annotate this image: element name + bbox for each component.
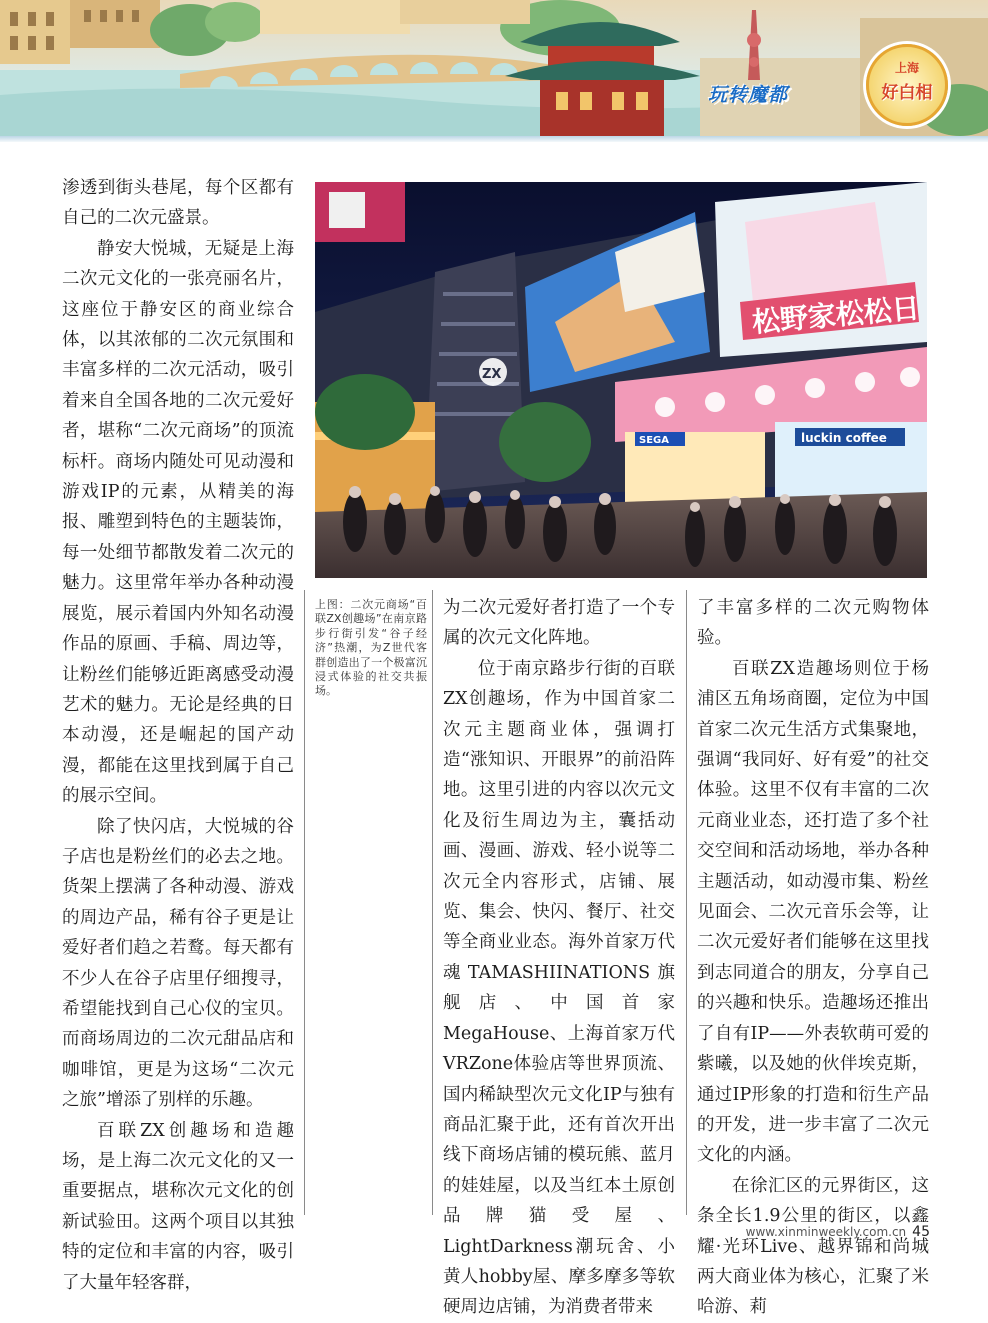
- paragraph-zaoqu: 百联ZX造趣场则位于杨浦区五角场商圈，定位为中国首家二次元生活方式集聚地，强调“我同好、好有爱”的社交体验。这里不仅有丰富的二次元商业业态，还打造了多个社交空间和活动场地，举办各种主题活动，如动漫市集、粉丝见面会、二次元音乐会等，让二次元爱好者们能够在这里找到志同道合的朋友，分享自己的兴趣和快乐。造趣场还推出了自有IP——外表软萌可爱的紫曦，以及她的伙伴埃克斯，通过IP形象的打造和衍生产品的开发，进一步丰富了二次元文化的内涵。: [697, 658, 929, 1166]
- paragraph-continued: 为二次元爱好者打造了一个专属的次元文化阵地。: [443, 598, 675, 649]
- paragraph-continued: 了丰富多样的二次元购物体验。: [697, 598, 929, 649]
- column-logo-text: 玩转魔都: [708, 84, 789, 106]
- photo-sega-sign: SEGA: [639, 435, 669, 446]
- paragraph-goods-stores: 除了快闪店，大悦城的谷子店也是粉丝们的必去之地。货架上摆满了各种动漫、游戏的周边产品，稀有谷子更是让爱好者们趋之若鹜。每天都有不少人在谷子店里仔细搜寻，希望能找到自己心仪的宝贝。而商场周边的二次元甜品店和咖啡馆，更是为这场“二次元之旅”增添了别样的乐趣。: [62, 816, 294, 1111]
- photo-bailian-zx-night: [315, 182, 927, 578]
- photo-illustration: [315, 182, 927, 578]
- paragraph-chuangqu: 位于南京路步行街的百联ZX创趣场，作为中国首家二次元主题商业体，强调打造“涨知识、开眼界”的前沿阵地。这里引进的内容以次元文化及衍生周边为主，囊括动画、漫画、游戏、轻小说等二次元全内容形式，店铺、展览、集会、快闪、餐厅、社交等全商业业态。海外首家万代魂TAMASHIINATIONS旗舰店、中国首家MegaHouse、上海首家万代VRZone体验店等世界顶流、国内稀缺型次元文化IP与独有商品汇聚于此，还有首次开出线下商场店铺的模玩熊、蓝月的娃娃屋，以及当红本土原创品牌猫受屋、LightDarkness潮玩舍、小黄人hobby屋、摩多摩多等软硬周边店铺，为消费者带来: [443, 658, 675, 1318]
- page-footer: [740, 1224, 930, 1244]
- badge-line2: 好白相: [881, 83, 933, 103]
- page-number: 45: [912, 1224, 930, 1240]
- article-column-4: [697, 593, 929, 1323]
- badge-line1: 上海: [894, 61, 919, 75]
- article-column-3: [443, 593, 675, 1323]
- website-url: www.xinminweekly.com.cn: [745, 1225, 907, 1239]
- column-rule-2: [432, 590, 433, 1215]
- photo-zx-sign: ZX: [482, 367, 502, 382]
- paragraph-joy-city: 静安大悦城，无疑是上海二次元文化的一张亮丽名片，这座位于静安区的商业综合体，以其浓郁的二次元氛围和丰富多样的二次元活动，吸引着来自全国各地的二次元爱好者，堪称“二次元商场”的顶流标杆。商场内随处可见动漫和游戏IP的元素，从精美的海报、雕塑到特色的主题装饰，每一处细节都散发着二次元的魅力。这里常年举办各种动漫展览，展示着国内外知名动漫作品的原画、手稿、周边等，让粉丝们能够近距离感受动漫艺术的魅力。无论是经典的日本动漫，还是崛起的国产动漫，都能在这里找到属于自己的展示空间。: [62, 238, 294, 807]
- paragraph-yuanjie: 在徐汇区的元界街区，这条全长1.9公里的街区，以鑫耀·光环Live、越界锦和尚城两大商业体为核心，汇聚了米哈游、莉: [697, 1175, 929, 1318]
- photo-billboard-text: 松野家松松日: [750, 291, 921, 339]
- photo-caption: 上图：二次元商场“百联ZX创趣场”在南京路步行街引发“谷子经济”热潮，为Z世代客群创造出了一个极富沉浸式体验的社交共振场。: [315, 598, 427, 698]
- paragraph-bailian-zx: 百联ZX创趣场和造趣场，是上海二次元文化的又一重要据点，堪称次元文化的创新试验田。这两个项目以其独特的定位和丰富的内容，吸引了大量年轻客群，: [62, 1120, 294, 1293]
- section-badge: [866, 44, 948, 126]
- column-rule-3: [686, 590, 687, 1215]
- banner-illustration: [0, 0, 988, 140]
- header-banner: [0, 0, 988, 140]
- banner-divider: [0, 136, 988, 142]
- article-column-1: [62, 173, 294, 1298]
- photo-luckin-sign: luckin coffee: [801, 431, 887, 445]
- paragraph-continued: 渗透到街头巷尾，每个区都有自己的二次元盛景。: [62, 178, 294, 229]
- column-rule-1: [304, 590, 305, 1215]
